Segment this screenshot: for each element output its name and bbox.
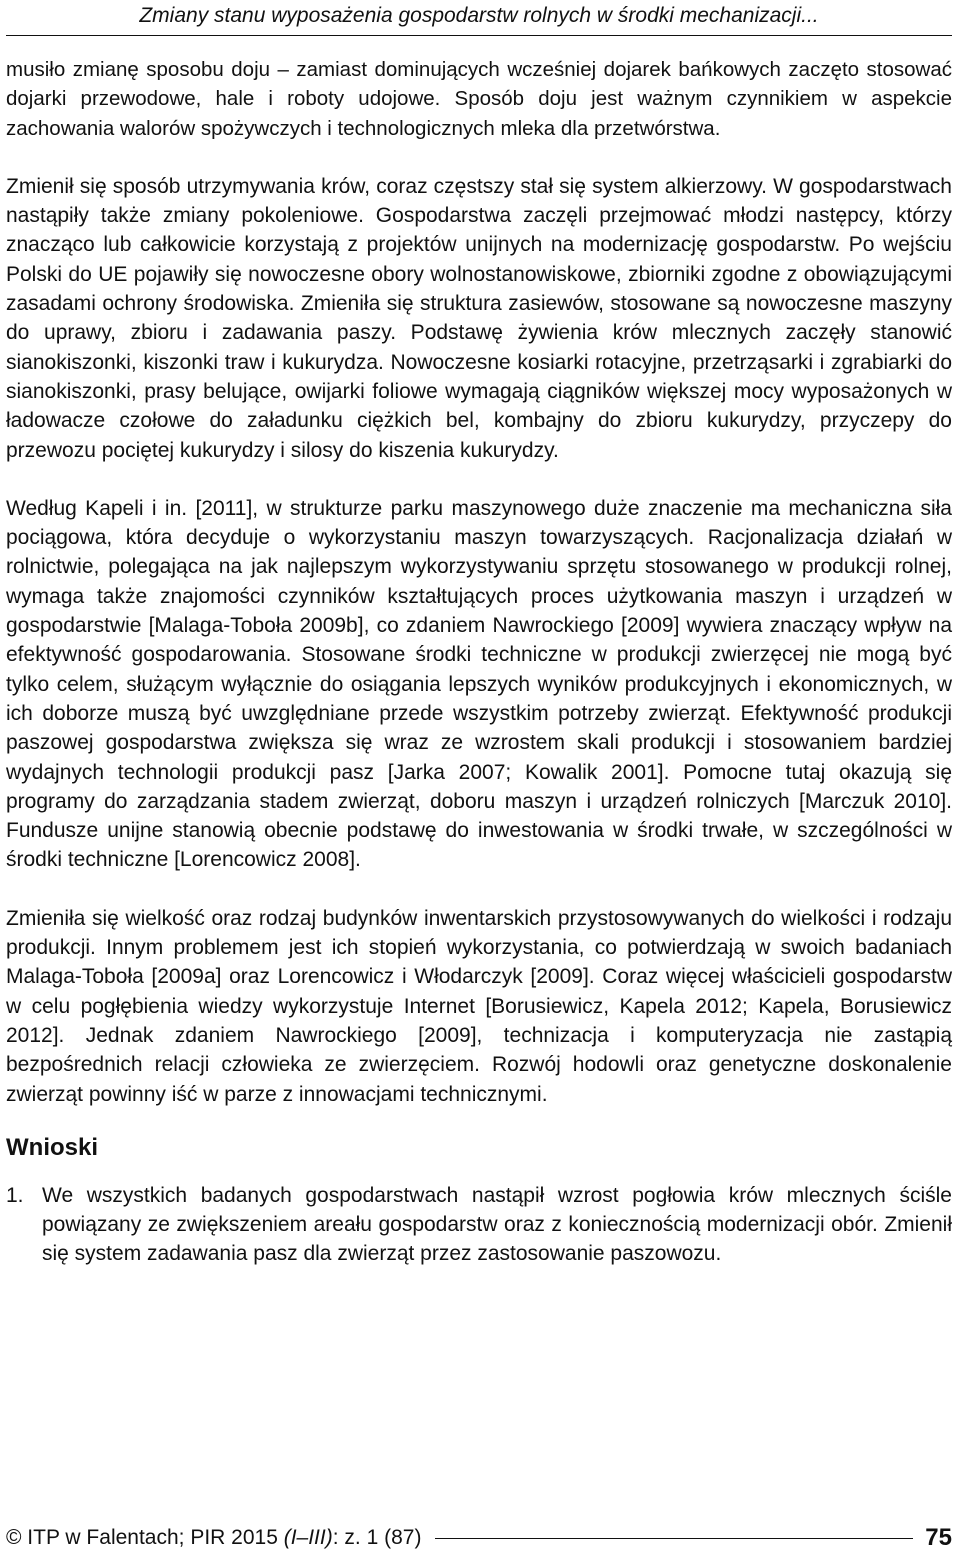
paragraph-livestock-buildings: Zmieniła się wielkość oraz rodzaj budynków inwentarskich przystosowywanych do wielkości i rodzaju produkcji. Innym problemem jest ich stopień wykorzystania, co potwierdzają w swoich badaniach Malaga-Toboła [2009a] oraz Lorencowicz i Włodarczyk [2009]. Coraz więcej właścicieli gospodarstw w celu pogłębienia wiedzy wykorzystuje Internet [Borusiewicz, Kapela 2012; Kapela, Borusiewicz 2012]. Jednak zdaniem Nawrockiego [2009], technizacja i komputeryzacja nie zastąpią bezpośrednich relacji człowieka ze zwierzęciem. Rozwój hodowli oraz genetyczne doskonalenie zwierząt powinny iść w parze z innowacjami technicznymi.: [6, 906, 952, 1106]
section-heading-conclusions: Wnioski: [6, 1133, 99, 1161]
page-number: 75: [925, 1524, 952, 1551]
footer-journal: © ITP w Falentach; PIR 2015: [6, 1526, 284, 1549]
conclusion-number: 1.: [6, 1183, 24, 1207]
footer-volume: (I–III): [283, 1526, 333, 1549]
paragraph-housing-changes: Zmienił się sposób utrzymywania krów, coraz częstszy stał się system alkierzowy. W gospodarstwach nastąpiły także zmiany pokoleniowe. Gospodarstwa zaczęli przejmować młodzi następcy, którzy znacząco lub całkowicie korzystają z projektów unijnych na modernizację gospodarstw. Po wejściu Polski do UE pojawiły się nowoczesne obory wolnostanowiskowe, zbiorniki zgodne z obowiązującymi zasadami ochrony środowiska. Zmieniła się struktura zasiewów, stosowane są nowoczesne maszyny do uprawy, zbioru i zadawania paszy. Podstawę żywienia krów mlecznych zaczęły stanowić sianokiszonki, kiszonki traw i kukurydza. Nowoczesne kosiarki rotacyjne, przetrząsarki i zgrabiarki do sianokiszonki, prasy belujące, owijarki foliowe wymagają ciągników większej mocy wyposażonych w ładowacze czołowe do załadunku ciężkich bel, kombajny do zbioru kukurydzy, przyczepy do przewozu pociętej kukurydzy i silosy do kiszenia kukurydzy.: [6, 174, 952, 462]
paragraph-machinery-structure: Według Kapeli i in. [2011], w strukturze parku maszynowego duże znaczenie ma mechaniczna siła pociągowa, która decyduje o wykorzystaniu maszyn towarzyszących. Racjonalizacja działań w rolnictwie, polegająca na jak najlepszym wykorzystywaniu sprzętu stosowanego w produkcji rolnej, wymaga także znajomości czynników kształtujących proces użytkowania maszyn i urządzeń w gospodarstwie [Malaga-Toboła 2009b], co zdaniem Nawrockiego [2009] wywiera znaczący wpływ na efektywność gospodarowania. Stosowane środki techniczne w produkcji zwierzęcej nie mogą być tylko celem, służącym wyłącznie do osiągania lepszych wyników produkcyjnych i ekonomicznych, w ich doborze muszą być uwzględniane przede wszystkim potrzeby zwierząt. Efektywność produkcji paszowej gospodarstwa zwiększa się wraz ze wzrostem skali produkcji i stosowaniem bardziej wydajnych technologii produkcji pasz [Jarka 2007; Kowalik 2001]. Pomocne tutaj okazują się programy do zarządzania stadem zwierząt, doboru maszyn i urządzeń rolniczych [Marczuk 2010]. Fundusze unijne stanowią obecnie podstawę do inwestowania w środki trwałe, w szczególności w środki techniczne [Lorencowicz 2008].: [6, 496, 952, 872]
paragraph-milking: musiło zmianę sposobu doju – zamiast dominujących wcześniej dojarek bańkowych zaczęto stosować dojarki przewodowe, hale i roboty udojowe. Sposób doju jest ważnym czynnikiem w aspekcie zachowania walorów spożywczych i technologicznych mleka dla przetwórstwa.: [6, 58, 952, 140]
footer-issue: : z. 1 (87): [332, 1526, 422, 1549]
conclusion-item-1: [6, 1181, 952, 1269]
conclusion-text: We wszystkich badanych gospodarstwach nastąpił wzrost pogłowia krów mlecznych ściśle powiązany ze zwiększeniem areału gospodarstw oraz z koniecznością modernizacji obór. Zmienił się system zadawania pasz dla zwierząt przez zastosowanie paszowozu.: [42, 1183, 952, 1266]
header-rule: [6, 35, 952, 36]
footer-rule: [435, 1538, 913, 1539]
page-footer: [6, 1524, 952, 1552]
footer-citation: [6, 1526, 421, 1550]
running-head: Zmiany stanu wyposażenia gospodarstw rolnych w środki mechanizacji...: [139, 4, 819, 27]
